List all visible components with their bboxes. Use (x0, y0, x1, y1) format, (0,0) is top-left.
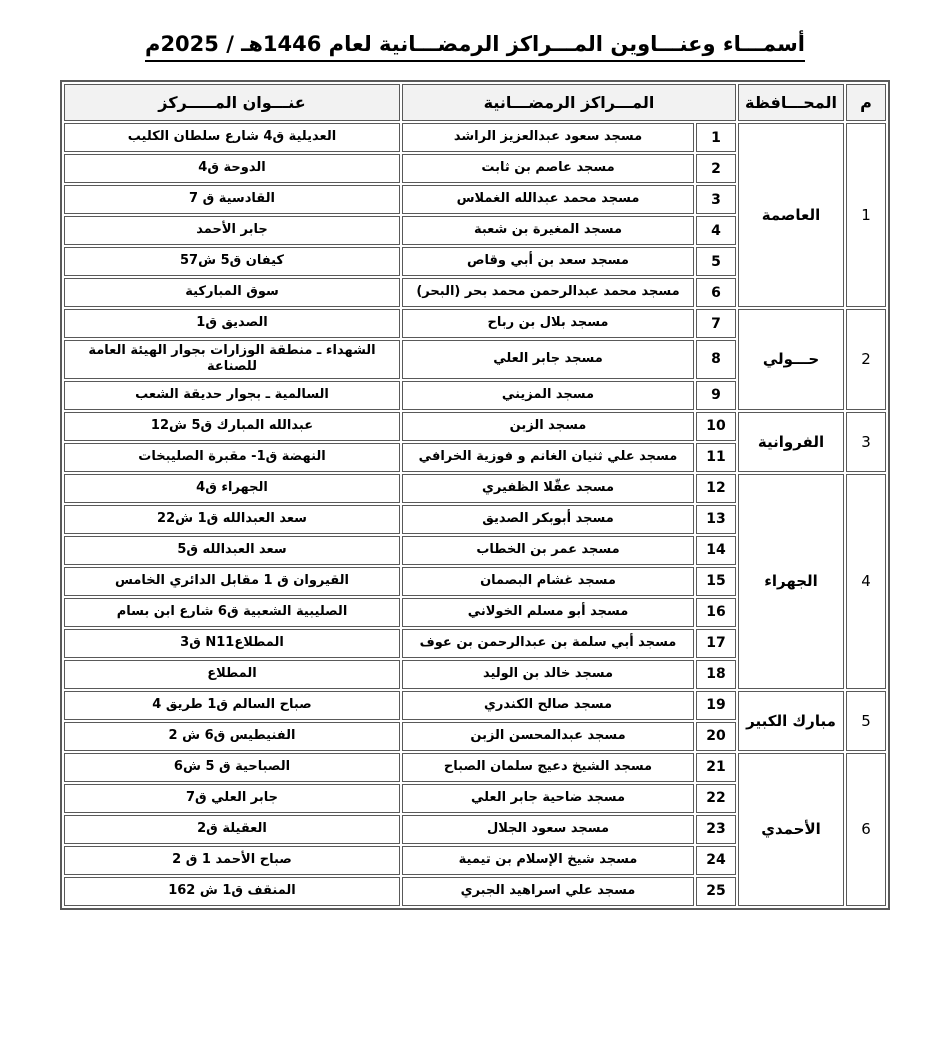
address-cell: جابر الأحمد (64, 216, 400, 245)
address-cell: الجهراء ق4 (64, 474, 400, 503)
table-header (64, 84, 886, 121)
address-cell: سوق المباركية (64, 278, 400, 307)
address-cell: سعد العبدالله ق5 (64, 536, 400, 565)
page-title: أسمـــاء وعنـــاوين المـــراكز الرمضـــانية لعام 1446هـ / 2025م (145, 32, 805, 62)
address-cell: العديلية ق4 شارع سلطان الكليب (64, 123, 400, 152)
address-cell: الدوحة ق4 (64, 154, 400, 183)
address-cell: العقيلة ق2 (64, 815, 400, 844)
governorate-cell: الجهراء (738, 474, 844, 689)
row-number-cell: 20 (696, 722, 736, 751)
address-cell: المطلاعN11 ق3 (64, 629, 400, 658)
row-number-cell: 8 (696, 340, 736, 379)
row-number-cell: 15 (696, 567, 736, 596)
group-index-cell: 6 (846, 753, 886, 906)
address-cell: المطلاع (64, 660, 400, 689)
address-cell: الفنيطيس ق6 ش 2 (64, 722, 400, 751)
row-number-cell: 24 (696, 846, 736, 875)
row-number-cell: 18 (696, 660, 736, 689)
mosque-name-cell: مسجد عبدالمحسن الزبن (402, 722, 694, 751)
row-number-cell: 1 (696, 123, 736, 152)
mosque-name-cell: مسجد شيخ الإسلام بن تيمية (402, 846, 694, 875)
mosque-name-cell: مسجد سعود الجلال (402, 815, 694, 844)
row-number-cell: 7 (696, 309, 736, 338)
mosque-name-cell: مسجد المزيني (402, 381, 694, 410)
governorate-cell: مبارك الكبير (738, 691, 844, 751)
row-number-cell: 22 (696, 784, 736, 813)
row-number-cell: 4 (696, 216, 736, 245)
mosque-name-cell: مسجد أبوبكر الصديق (402, 505, 694, 534)
mosque-name-cell: مسجد صالح الكندري (402, 691, 694, 720)
address-cell: القادسية ق 7 (64, 185, 400, 214)
mosque-name-cell: مسجد بلال بن رباح (402, 309, 694, 338)
mosque-name-cell: مسجد محمد عبدالرحمن محمد بحر (البحر) (402, 278, 694, 307)
address-cell: الصليبية الشعبية ق6 شارع ابن بسام (64, 598, 400, 627)
row-number-cell: 2 (696, 154, 736, 183)
mosque-name-cell: مسجد علي ثنيان الغانم و فوزية الخرافي (402, 443, 694, 472)
mosque-name-cell: مسجد ضاحية جابر العلي (402, 784, 694, 813)
group-index-cell: 1 (846, 123, 886, 307)
title-container (0, 0, 950, 62)
centers-table-body (64, 123, 886, 906)
mosque-name-cell: مسجد عمر بن الخطاب (402, 536, 694, 565)
mosque-name-cell: مسجد عاصم بن ثابت (402, 154, 694, 183)
governorate-cell: حـــولي (738, 309, 844, 410)
table-row (64, 309, 886, 338)
address-cell: صباح الأحمد 1 ق 2 (64, 846, 400, 875)
mosque-name-cell: مسجد جابر العلي (402, 340, 694, 379)
address-cell: الصديق ق1 (64, 309, 400, 338)
row-number-cell: 12 (696, 474, 736, 503)
row-number-cell: 23 (696, 815, 736, 844)
mosque-name-cell: مسجد أبو مسلم الخولاني (402, 598, 694, 627)
governorate-cell: الأحمدي (738, 753, 844, 906)
table-row (64, 123, 886, 152)
row-number-cell: 6 (696, 278, 736, 307)
mosque-name-cell: مسجد سعود عبدالعزيز الراشد (402, 123, 694, 152)
address-cell: الشهداء ـ منطقة الوزارات بجوار الهيئة العامة للصناعة (64, 340, 400, 379)
address-cell: سعد العبدالله ق1 ش22 (64, 505, 400, 534)
row-number-cell: 3 (696, 185, 736, 214)
address-cell: جابر العلي ق7 (64, 784, 400, 813)
mosque-name-cell: مسجد علي اسراهيد الجبري (402, 877, 694, 906)
mosque-name-cell: مسجد عقّلا الظفيري (402, 474, 694, 503)
mosque-name-cell: مسجد الزبن (402, 412, 694, 441)
col-header-centers: المـــراكز الرمضـــانية (402, 84, 736, 121)
table-row (64, 753, 886, 782)
address-cell: صباح السالم ق1 طريق 4 (64, 691, 400, 720)
group-index-cell: 3 (846, 412, 886, 472)
address-cell: كيفان ق5 ش57 (64, 247, 400, 276)
col-header-address: عنـــوان المـــــركز (64, 84, 400, 121)
address-cell: السالمية ـ بجوار حديقة الشعب (64, 381, 400, 410)
row-number-cell: 9 (696, 381, 736, 410)
mosque-name-cell: مسجد غشام البصمان (402, 567, 694, 596)
address-cell: الصباحية ق 5 ش6 (64, 753, 400, 782)
mosque-name-cell: مسجد الشيخ دعيج سلمان الصباح (402, 753, 694, 782)
mosque-name-cell: مسجد المغيرة بن شعبة (402, 216, 694, 245)
row-number-cell: 14 (696, 536, 736, 565)
group-index-cell: 4 (846, 474, 886, 689)
governorate-cell: العاصمة (738, 123, 844, 307)
row-number-cell: 17 (696, 629, 736, 658)
header-row (64, 84, 886, 121)
address-cell: عبدالله المبارك ق5 ش12 (64, 412, 400, 441)
mosque-name-cell: مسجد أبي سلمة بن عبدالرحمن بن عوف (402, 629, 694, 658)
col-header-governorate: المحـــافظة (738, 84, 844, 121)
table-row (64, 412, 886, 441)
row-number-cell: 21 (696, 753, 736, 782)
mosque-name-cell: مسجد خالد بن الوليد (402, 660, 694, 689)
group-index-cell: 5 (846, 691, 886, 751)
row-number-cell: 5 (696, 247, 736, 276)
mosque-name-cell: مسجد محمد عبدالله الغملاس (402, 185, 694, 214)
address-cell: المنقف ق1 ش 162 (64, 877, 400, 906)
centers-table (60, 80, 890, 910)
row-number-cell: 13 (696, 505, 736, 534)
governorate-cell: الفروانية (738, 412, 844, 472)
table-row (64, 691, 886, 720)
group-index-cell: 2 (846, 309, 886, 410)
row-number-cell: 10 (696, 412, 736, 441)
address-cell: النهضة ق1- مقبرة الصليبخات (64, 443, 400, 472)
table-row (64, 474, 886, 503)
mosque-name-cell: مسجد سعد بن أبي وقاص (402, 247, 694, 276)
address-cell: القيروان ق 1 مقابل الدائري الخامس (64, 567, 400, 596)
col-header-index: م (846, 84, 886, 121)
row-number-cell: 16 (696, 598, 736, 627)
row-number-cell: 19 (696, 691, 736, 720)
row-number-cell: 25 (696, 877, 736, 906)
row-number-cell: 11 (696, 443, 736, 472)
